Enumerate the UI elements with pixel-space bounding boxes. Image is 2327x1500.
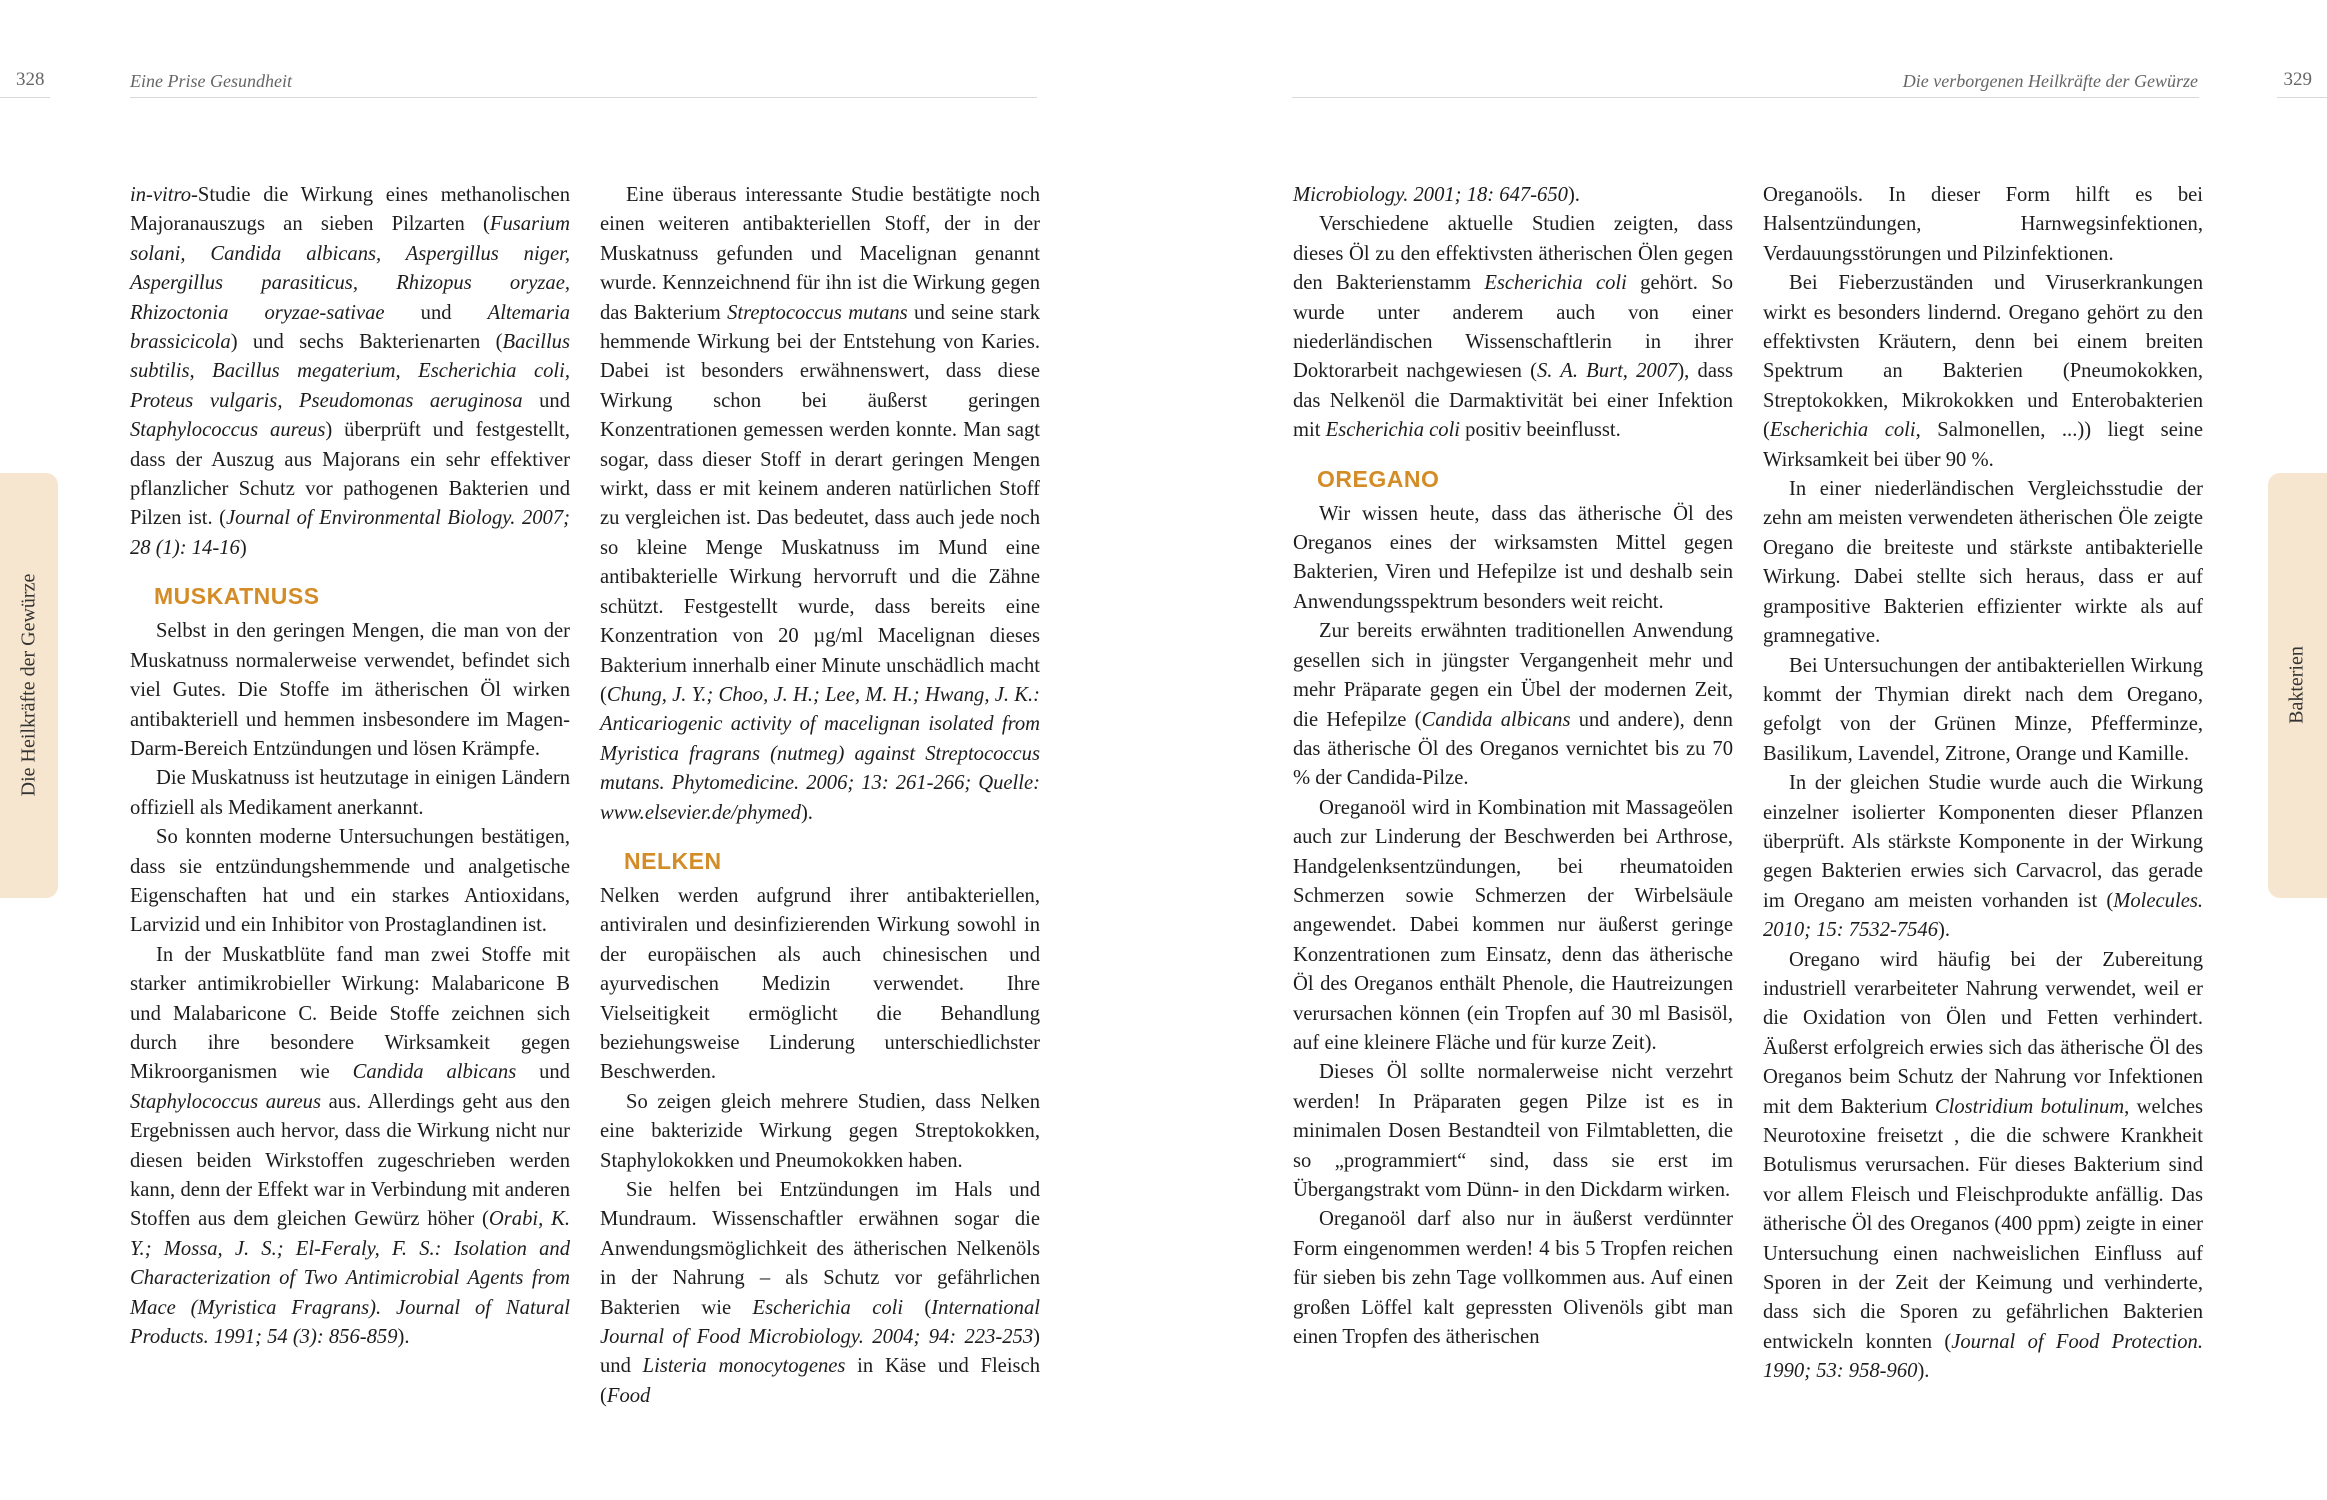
italic-text-run: Staphylococcus aureus (130, 419, 326, 442)
paragraph (1763, 181, 2203, 269)
left-page-column-1 (130, 181, 570, 1352)
right-side-tab (2268, 473, 2327, 898)
italic-text-run: Food (606, 1384, 651, 1407)
right-page-number: 329 (2283, 69, 2312, 90)
italic-text-run: Streptococcus mutans (727, 301, 908, 324)
text-run: Wir wissen heute, dass das ätherische Öl des Oreganos eines der wirksamsten Mittel gegen Bakterien, Viren und Hefepilze ist und deshalb sein Anwendungsspektrum besonders weit reicht. (1293, 502, 1733, 613)
paragraph (1293, 210, 1733, 445)
text-run: gehört. So wurde unter anderem auch von einer niederländischen Wissenschaftlerin in ihrer Doktorarbeit nachgewiesen ( (1293, 272, 1733, 383)
italic-text-run: Clostridium botulinum (1934, 1095, 2125, 1118)
text-run: aus. Allerdings geht aus den Ergebnissen auch hervor, dass die Wirkung nicht nur diesen beiden Wirkstoffen zugeschrieben werden kann, denn der Effekt war in Verbindung mit anderen Stoffen aus dem gleichen Gewürz höher ( (130, 1090, 570, 1231)
text-run: ). (1567, 184, 1580, 206)
italic-text-run: Listeria monocytogenes (642, 1355, 846, 1378)
text-run: und seine stark hemmende Wirkung bei der Entstehung von Karies. Dabei ist besonders erwähnenswert, dass diese Wirkung schon bei äußerst geringen Konzentrationen gemessen werden konnte. Man sagt sogar, dass dieser Stoff in derart geringen Mengen wirkt, dass er mit keinem anderen natürlichen Stoff zu vergleichen ist. Das bedeutet, dass auch jede noch so kleine Menge Muskatnuss im Mund eine antibakterielle Wirkung hervorruft und die Zähne schützt. Festgestellt wurde, dass bereits eine Konzentration von 20 µg/ml Macelignan dieses Bakterium innerhalb einer Minute unschädlich macht ( (600, 301, 1040, 706)
right-side-tab-label: Bakterien (2285, 646, 2308, 724)
italic-text-run: Journal of Food Protection. 1990; 53: 958-960 (1763, 1330, 2203, 1383)
italic-text-run: Escherichia coli (752, 1296, 904, 1319)
text-run: Dieses Öl sollte normalerweise nicht verzehrt werden! In Präparaten gegen Pilze ist es in minimalen Dosen Bestandteil von Filmtabletten, die so „programmiert“ sind, dass sie erst im Übergangstrakt vom Dünn- in den Dickdarm wirken. (1293, 1061, 1733, 1201)
paragraph (130, 617, 570, 764)
text-run: ) überprüft und festgestellt, dass der Auszug aus Majorans ein sehr effektiver pflanzlicher Schutz vor pathogenen Bakterien und Pilzen ist. ( (130, 419, 570, 530)
left-side-tab (0, 473, 58, 898)
paragraph (1293, 500, 1733, 618)
text-run: , Salmonellen, ...)) liegt seine Wirksamkeit bei über 90 %. (1763, 419, 2203, 471)
text-run: Bei Fieberzuständen und Viruserkrankungen wirkt es besonders lindernd. Oregano gehört zu den effektivsten Kräutern, denn bei einem breiten Spektrum an Bakterien (Pneumokokken, Streptokokken, Mikrokokken und Enterobakterien ( (1763, 272, 2203, 442)
paragraph (600, 181, 1040, 828)
paragraph (600, 1176, 1040, 1411)
paragraph (1763, 269, 2203, 475)
italic-text-run: Escherichia coli (1484, 272, 1627, 295)
left-number-rule (0, 97, 50, 98)
paragraph (600, 1088, 1040, 1176)
left-page-number: 328 (16, 69, 45, 90)
italic-text-run: Escherichia coli (1769, 419, 1916, 442)
left-page-column-2 (600, 181, 1040, 1411)
text-run: ). (1938, 919, 1951, 942)
text-run: Oregano wird häufig bei der Zubereitung industriell verarbeiteter Nahrung verwendet, weil er die Oxidation von Ölen und Fetten verhindert. Äußerst erfolgreich erwies sich das ätherische Öl des Oreganos beim Schutz der Nahrung vor Infektionen mit dem Bakterium (1763, 948, 2203, 1118)
text-run: ). (1917, 1360, 1930, 1383)
paragraph (1293, 794, 1733, 1059)
text-run: In der Muskatblüte fand man zwei Stoffe mit starker antimikrobieller Wirkung: Malabaricone B und Malabaricone C. Beide Stoffe zeichnen sich durch ihre besondere Wirksamkeit gegen Mikroorganismen wie (130, 943, 570, 1084)
paragraph (1293, 1058, 1733, 1205)
italic-text-run: Bacillus subtilis, Bacillus megaterium, Escherichia coli, Proteus vulgaris, Pseudomonas aeruginosa (130, 331, 570, 412)
section-heading-nelken: NELKEN (624, 847, 722, 874)
paragraph (1293, 181, 1733, 210)
paragraph (1763, 769, 2203, 945)
paragraph (130, 941, 570, 1353)
paragraph (1293, 617, 1733, 793)
italic-text-run: International Journal of Food Microbiology. 2004; 94: 223-253 (600, 1296, 1040, 1349)
text-run: in Käse und Fleisch ( (600, 1355, 1040, 1407)
italic-text-run: Fusarium solani, Candida albicans, Aspergillus niger, Aspergillus parasiticus, Rhizopus oryzae, Rhizoctonia oryzae-sativae (130, 213, 570, 324)
text-run: So konnten moderne Untersuchungen bestätigen, dass sie entzündungshemmende und analgetische Eigenschaften hat und ein starkes Antioxidans, Larvizid und ein Inhibitor von Prostaglandinen ist. (130, 826, 570, 937)
text-run: Oreganoöl darf also nur in äußerst verdünnter Form eingenommen werden! 4 bis 5 Tropfen reichen für sieben bis zehn Tage vollkommen aus. Auf einen großen Löffel kalt gepressten Olivenöls gibt man einen Tropfen des ätherischen (1293, 1208, 1733, 1349)
text-run: positiv beeinflusst. (1460, 419, 1621, 442)
text-run: So zeigen gleich mehrere Studien, dass Nelken eine bakterizide Wirkung gegen Streptokokken, Staphylokokken und Pneumokokken haben. (600, 1090, 1040, 1172)
italic-text-run: S. A. Burt, 2007 (1536, 360, 1678, 383)
text-run: In der gleichen Studie wurde auch die Wirkung einzelner isolierter Komponenten dieser Pflanzen überprüft. Als stärkste Komponente in der Wirkung gegen Bakterien erwies sich Carvacrol, das gerade im Oregano am meisten vorhanden ist ( (1763, 772, 2203, 912)
text-run: Bei Untersuchungen der antibakteriellen Wirkung kommt der Thymian direkt nach dem Oregano, gefolgt von der Grünen Minze, Pfefferminze, Basilikum, Lavendel, Zitrone, Orange und Kamille. (1763, 654, 2203, 765)
text-run: ( (903, 1296, 932, 1319)
text-run: Sie helfen bei Entzündungen im Hals und Mundraum. Wissenschaftler erwähnen sogar die Anwendungsmöglichkeit des ätherischen Nelkenöls in der Nahrung – als Schutz vor gefährlichen Bakterien wie (600, 1179, 1040, 1319)
italic-text-run: in-vitro (130, 184, 192, 206)
section-heading-muskatnuss: MUSKATNUSS (154, 583, 320, 610)
text-run: ). (800, 801, 813, 824)
text-run: Die Muskatnuss ist heutzutage in einigen Ländern offiziell als Medikament anerkannt. (130, 767, 570, 819)
right-running-head: Die verborgenen Heilkräfte der Gewürze (1902, 71, 2198, 91)
text-run: ), dass das Nelkenöl die Darmaktivität bei einer Infektion mit (1293, 360, 1733, 442)
section-heading-oregano: OREGANO (1317, 465, 1440, 492)
right-page-column-1 (1293, 181, 1733, 1352)
italic-text-run: Chung, J. Y.; Choo, J. H.; Lee, M. H.; Hwang, J. K.: Anticariogenic activity of macelignan isolated from Myristica fragrans (nutmeg) against Streptococcus mutans. Phytomedicine. 2006; 13: 261-266; Quelle: www.elsevier.de/phymed (600, 683, 1040, 824)
italic-text-run: Candida albicans (1421, 708, 1571, 731)
paragraph (1763, 475, 2203, 651)
text-run: Zur bereits erwähnten traditionellen Anwendung gesellen sich in jüngster Vergangenheit mehr und mehr Präparate gegen ein Übel der modernen Zeit, die Hefepilze ( (1293, 620, 1733, 731)
text-run: Selbst in den geringen Mengen, die man von der Muskatnuss normalerweise verwendet, befindet sich viel Gutes. Die Stoffe im ätherischen Öl wirken antibakteriell und hemmen insbesondere im Magen-Darm-Bereich Entzündungen und lösen Krämpfe. (130, 620, 570, 760)
text-run: ). (397, 1326, 410, 1349)
right-page-column-2 (1763, 181, 2203, 1387)
text-run: ) und sechs Bakterienarten ( (230, 331, 503, 354)
right-number-rule (2277, 97, 2327, 98)
paragraph (130, 823, 570, 941)
italic-text-run: Molecules. 2010; 15: 7532-7546 (1763, 889, 2203, 942)
italic-text-run: Journal of Environmental Biology. 2007; 28 (1): 14-16 (130, 507, 570, 559)
paragraph (1293, 1205, 1733, 1352)
text-run: Verschiedene aktuelle Studien zeigten, dass dieses Öl zu den effektivsten ätherischen Ölen gegen den Bakterienstamm (1293, 213, 1733, 295)
italic-text-run: Microbiology. 2001; 18: 647-650 (1293, 184, 1568, 206)
text-run: Eine überaus interessante Studie bestätigte noch einen weiteren antibakteriellen Stoff, der in der Muskatnuss gefunden und Macelignan genannt wurde. Kennzeichnend für ihn ist die Wirkung gegen das Bakterium (600, 184, 1040, 324)
italic-text-run: Staphylococcus aureus (130, 1090, 321, 1113)
paragraph (1763, 946, 2203, 1387)
italic-text-run: Candida albicans (352, 1061, 517, 1084)
paragraph (600, 882, 1040, 1088)
text-run: , welches Neurotoxine freisetzt , die die schwere Krankheit Botulismus verursachen. Für dieses Bakterium sind vor allem Fleisch und Fleischprodukte anfällig. Das ätherische Öl des Oreganos (400 ppm) zeigte in einer Untersuchung einen nachweislichen Einfluss auf Sporen in der Zeit der Keimung und verhinderte, dass sich die Sporen zu gefährlichen Bakterien entwickeln konnten ( (1763, 1095, 2203, 1353)
paragraph (1763, 652, 2203, 770)
text-run: ) (239, 536, 247, 559)
text-run: und andere), denn das ätherische Öl des Oreganos vernichtet bis zu 70 % der Candida-Pilze. (1293, 708, 1733, 790)
text-run: Oreganoöls. In dieser Form hilft es bei Halsentzündungen, Harnwegsinfektionen, Verdauungsstörungen und Pilzinfektionen. (1763, 184, 2203, 265)
text-run: Nelken werden aufgrund ihrer antibakteriellen, antiviralen und desinfizierenden Wirkung sowohl in der europäischen als auch chinesischen und ayurvedischen Medizin verwendet. Ihre Vielseitigkeit ermöglicht die Behandlung beziehungsweise Linderung unterschiedlichster Beschwerden. (600, 884, 1040, 1084)
text-run: und (516, 1061, 570, 1084)
left-running-head: Eine Prise Gesundheit (130, 71, 292, 91)
text-run: Oreganoöl wird in Kombination mit Massageölen auch zur Linderung der Beschwerden bei Arthrose, Handgelenksentzündungen, bei rheumatoiden Schmerzen sowie Schmerzen der Wirbelsäule angewendet. Dabei kommen nur äußerst geringe Konzentrationen zum Einsatz, denn das ätherische Öl des Oreganos enthält Phenole, die Hautreizungen verursachen können (ein Tropfen auf 30 ml Basisöl, auf eine kleinere Fläche und für kurze Zeit). (1293, 796, 1733, 1054)
text-run: In einer niederländischen Vergleichsstudie der zehn am meisten verwendeten ätherischen Öle zeigte Oregano die breiteste und stärkste antibakterielle Wirkung. Dabei stellte sich heraus, dass er auf grampositive Bakterien effizienter wirkte als auf gramnegative. (1763, 478, 2203, 648)
paragraph (130, 181, 570, 563)
italic-text-run: Orabi, K. Y.; Mossa, J. S.; El-Feraly, F. S.: Isolation and Characterization of Two Antimicrobial Agents from Mace (Myristica Fragrans). Journal of Natural Products. 1991; 54 (3): 856-859 (130, 1208, 571, 1349)
paragraph (130, 764, 570, 823)
text-run: ) und (600, 1326, 1040, 1378)
text-run: -Studie die Wirkung eines methanolischen Majoranauszugs an sieben Pilzarten ( (130, 184, 570, 236)
italic-text-run: Escherichia coli (1325, 419, 1461, 442)
left-header-rule (130, 97, 1037, 98)
italic-text-run: Altemaria brassicicola (130, 301, 570, 354)
right-header-rule (1292, 97, 2199, 98)
text-run: und (522, 389, 570, 412)
text-run: und (384, 301, 488, 324)
left-side-tab-label: Die Heilkräfte der Gewürze (17, 573, 40, 797)
